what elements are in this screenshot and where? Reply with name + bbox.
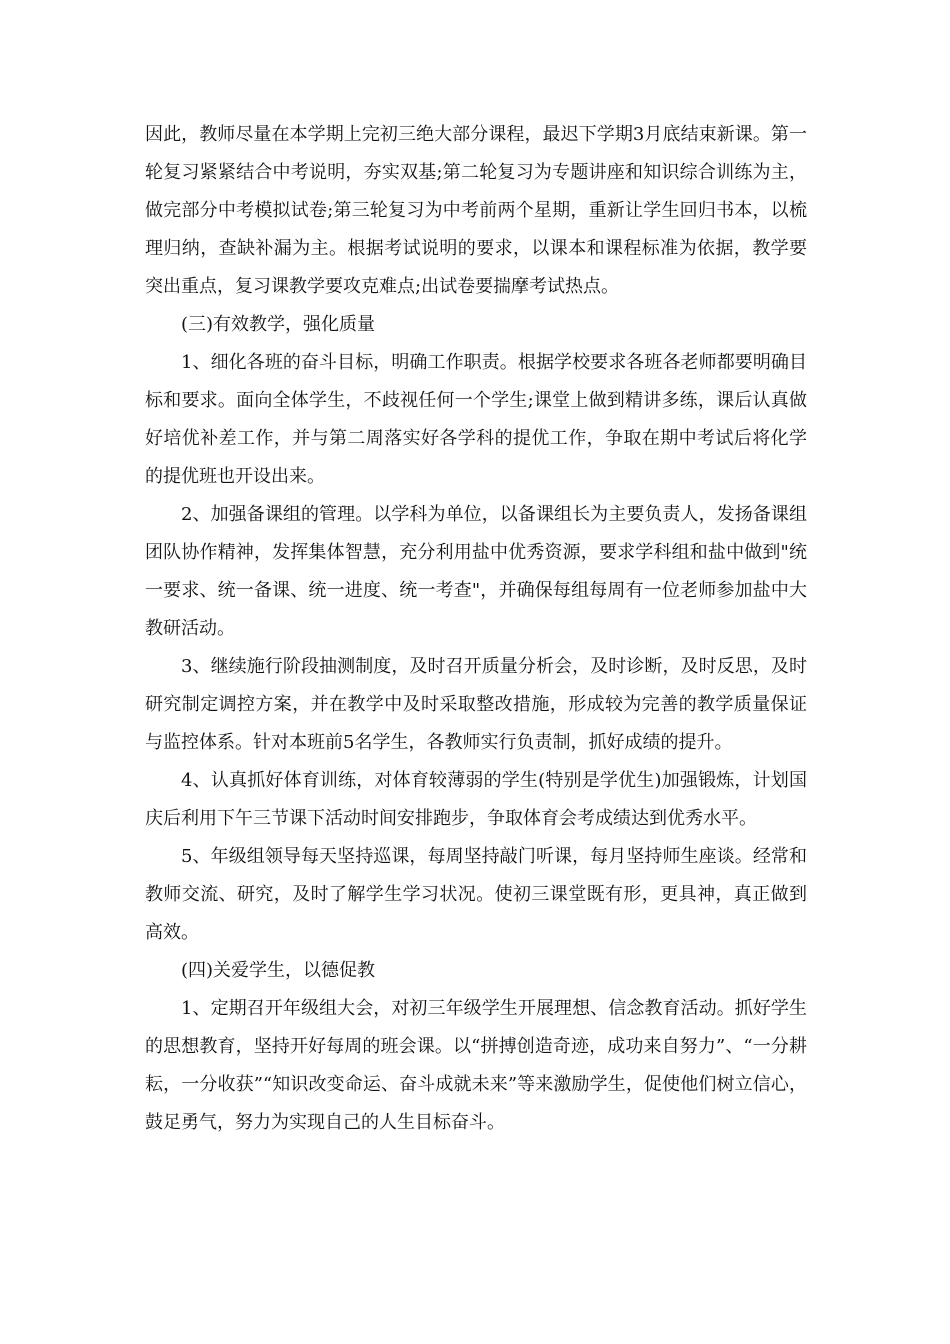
section-heading-effective-teaching: (三)有效教学，强化质量 xyxy=(181,314,376,335)
document-body xyxy=(145,116,807,1142)
paragraph-item-1-goals: 1、细化各班的奋斗目标，明确工作职责。根据学校要求各班各老师都要明确目标和要求。面向全体学生，不歧视任何一个学生;课堂上做到精讲多练，课后认真做好培优补差工作，并与第二周落实好各学科的提优工作，争取在期中考试后将化学的提优班也开设出来。 xyxy=(145,352,807,487)
section-heading-care-students: (四)关爱学生，以德促教 xyxy=(181,960,376,981)
paragraph-review-plan: 因此，教师尽量在本学期上完初三绝大部分课程，最迟下学期3月底结束新课。第一轮复习紧紧结合中考说明，夯实双基;第二轮复习为专题讲座和知识综合训练为主，做完部分中考模拟试卷;第三轮复习为中考前两个星期，重新让学生回归书本，以梳理归纳，查缺补漏为主。根据考试说明的要求，以课本和课程标准为依据，教学要突出重点，复习课教学要攻克难点;出试卷要揣摩考试热点。 xyxy=(145,124,807,297)
paragraph-item-3-testing: 3、继续施行阶段抽测制度，及时召开质量分析会，及时诊断，及时反思，及时研究制定调控方案，并在教学中及时采取整改措施，形成较为完善的教学质量保证与监控体系。针对本班前5名学生，各教师实行负责制，抓好成绩的提升。 xyxy=(145,656,807,753)
paragraph-item-1-meetings: 1、定期召开年级组大会，对初三年级学生开展理想、信念教育活动。抓好学生的思想教育，坚持开好每周的班会课。以“拼搏创造奇迹，成功来自努力”、“一分耕耘，一分收获”“知识改变命运、奋斗成就未来”等来激励学生，促使他们树立信心，鼓足勇气，努力为实现自己的人生目标奋斗。 xyxy=(145,998,807,1133)
paragraph-item-4-sports: 4、认真抓好体育训练，对体育较薄弱的学生(特别是学优生)加强锻炼，计划国庆后利用下午三节课下活动时间安排跑步，争取体育会考成绩达到优秀水平。 xyxy=(145,770,807,829)
paragraph-item-5-inspection: 5、年级组领导每天坚持巡课，每周坚持敲门听课，每月坚持师生座谈。经常和教师交流、研究，及时了解学生学习状况。使初三课堂既有形，更具神，真正做到高效。 xyxy=(145,846,807,943)
paragraph-item-2-lesson-groups: 2、加强备课组的管理。以学科为单位，以备课组长为主要负责人，发扬备课组团队协作精神，发挥集体智慧，充分利用盐中优秀资源，要求学科组和盐中做到"统一要求、统一备课、统一进度、统一考查"，并确保每组每周有一位老师参加盐中大教研活动。 xyxy=(145,504,807,639)
